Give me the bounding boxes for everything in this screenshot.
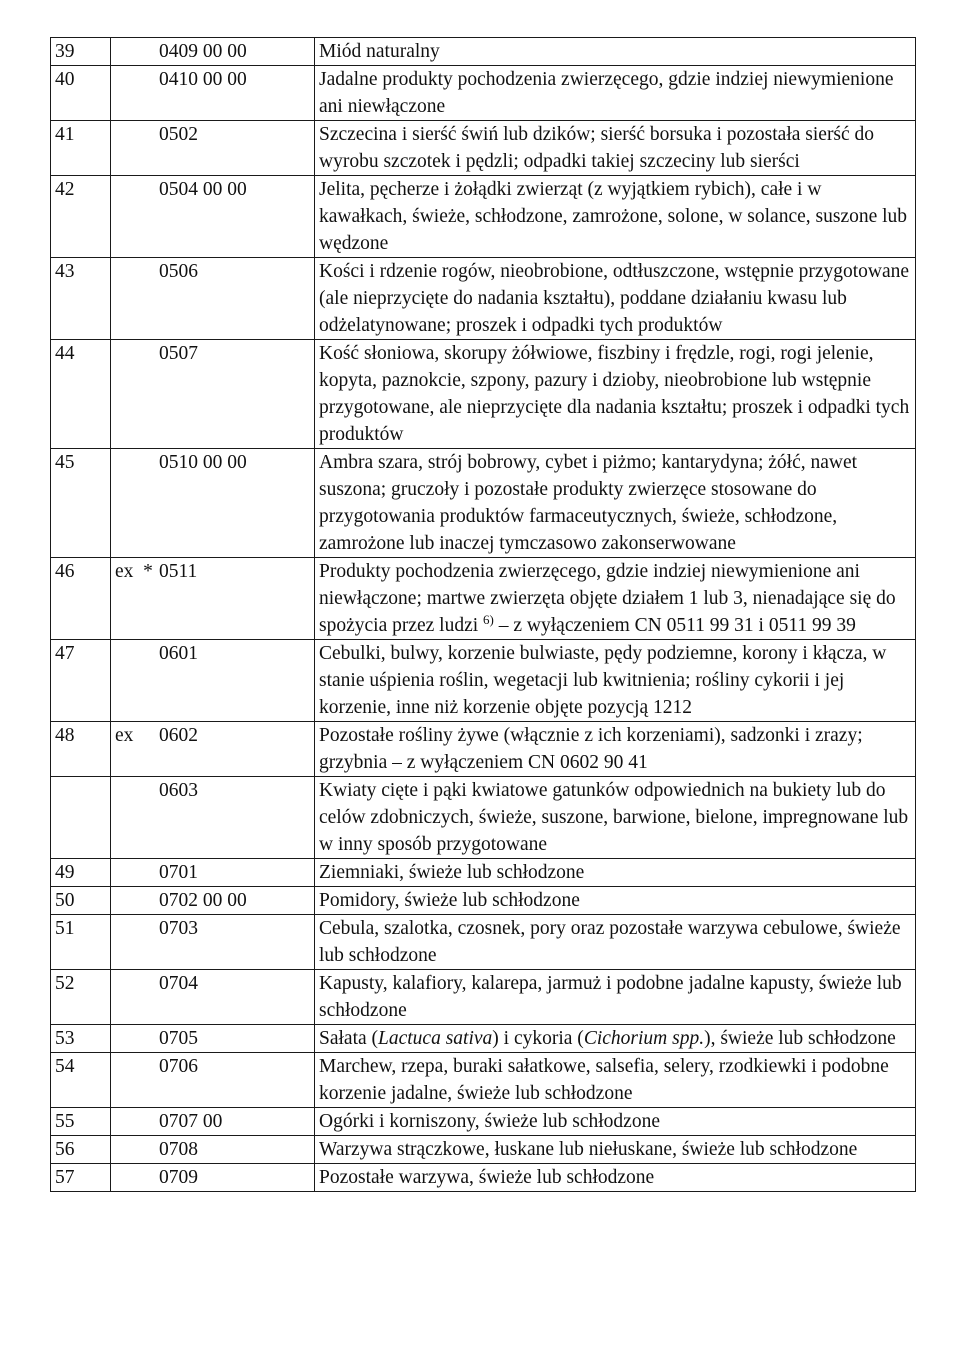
cn-code-cell xyxy=(111,1136,315,1164)
cn-code: 0706 xyxy=(159,1056,198,1077)
cn-code: 0701 xyxy=(159,862,198,883)
product-description: Kość słoniowa, skorupy żółwiowe, fiszbiny i frędzle, rogi, rogi jelenie, kopyta, paznokcie, szpony, pazury i dzioby, nieobrobione lub wstępnie przygotowane, ale nieprzycięte dla nadania kształtu; proszek i odpadki tych produktów xyxy=(315,340,916,449)
product-description: Kwiaty cięte i pąki kwiatowe gatunków odpowiednich na bukiety lub do celów zdobniczych, świeże, suszone, barwione, bielone, impregnowane lub w inny sposób przygotowane xyxy=(315,777,916,859)
product-description: Marchew, rzepa, buraki sałatkowe, salsefia, selery, rzodkiewki i podobne korzenie jadalne, świeże lub schłodzone xyxy=(315,1053,916,1108)
table-row xyxy=(51,777,916,859)
cn-code-cell xyxy=(111,1108,315,1136)
table-row xyxy=(51,176,916,258)
product-description: Warzywa strączkowe, łuskane lub niełuskane, świeże lub schłodzone xyxy=(315,1136,916,1164)
product-description: Kości i rdzenie rogów, nieobrobione, odtłuszczone, wstępnie przygotowane (ale nieprzycięte do nadania kształtu), poddane działaniu kwasu lub odżelatynowane; proszek i odpadki tych produktów xyxy=(315,258,916,340)
description-text: ), świeże lub schłodzone xyxy=(704,1028,896,1049)
table-row xyxy=(51,722,916,777)
product-code-table xyxy=(50,37,916,1192)
ex-marker: ex xyxy=(115,725,134,746)
latin-name-cichorium: Cichorium spp. xyxy=(583,1028,705,1049)
table-row xyxy=(51,340,916,449)
description-text: ) i cykoria ( xyxy=(492,1028,584,1049)
table-row xyxy=(51,970,916,1025)
row-number: 51 xyxy=(51,915,111,970)
product-description: Ziemniaki, świeże lub schłodzone xyxy=(315,859,916,887)
cn-code: 0602 xyxy=(159,725,198,746)
table-row xyxy=(51,859,916,887)
product-description: Jelita, pęcherze i żołądki zwierząt (z wyjątkiem rybich), całe i w kawałkach, świeże, schłodzone, zamrożone, solone, w solance, suszone lub wędzone xyxy=(315,176,916,258)
table-row xyxy=(51,121,916,176)
table-row xyxy=(51,887,916,915)
row-number: 48 xyxy=(51,722,111,777)
row-number: 52 xyxy=(51,970,111,1025)
cn-code-cell xyxy=(111,176,315,258)
description-exclusion-text: – z wyłączeniem CN 0511 99 31 i 0511 99 39 xyxy=(498,615,856,636)
row-number: 49 xyxy=(51,859,111,887)
row-number: 55 xyxy=(51,1108,111,1136)
cn-code-cell xyxy=(111,722,315,777)
cn-code-cell xyxy=(111,777,315,859)
cn-code-cell xyxy=(111,887,315,915)
product-description: Cebulki, bulwy, korzenie bulwiaste, pędy podziemne, korony i kłącza, w stanie uśpienia roślin, wegetacji lub kwitnienia; rośliny cykorii i jej korzenie, inne niż korzenie objęte pozycją 1212 xyxy=(315,640,916,722)
product-description xyxy=(315,1025,916,1053)
row-number xyxy=(51,777,111,859)
cn-code: 0507 xyxy=(159,343,198,364)
row-number: 53 xyxy=(51,1025,111,1053)
table-row xyxy=(51,449,916,558)
table-row xyxy=(51,640,916,722)
cn-code-cell xyxy=(111,258,315,340)
row-number: 43 xyxy=(51,258,111,340)
row-number: 57 xyxy=(51,1164,111,1192)
table-row xyxy=(51,1025,916,1053)
product-description: Ogórki i korniszony, świeże lub schłodzone xyxy=(315,1108,916,1136)
product-description: Pomidory, świeże lub schłodzone xyxy=(315,887,916,915)
description-text: Sałata ( xyxy=(319,1028,379,1049)
ex-marker: ex xyxy=(115,561,134,582)
cn-code-cell xyxy=(111,915,315,970)
cn-code-cell xyxy=(111,970,315,1025)
row-number: 41 xyxy=(51,121,111,176)
row-number: 47 xyxy=(51,640,111,722)
table-row xyxy=(51,66,916,121)
cn-code: 0703 xyxy=(159,918,198,939)
cn-code: 0511 xyxy=(159,561,198,582)
row-number: 42 xyxy=(51,176,111,258)
product-description: Cebula, szalotka, czosnek, pory oraz pozostałe warzywa cebulowe, świeże lub schłodzone xyxy=(315,915,916,970)
cn-code: 0504 00 00 xyxy=(159,179,247,200)
table-row xyxy=(51,1136,916,1164)
table-row xyxy=(51,38,916,66)
product-description: Szczecina i sierść świń lub dzików; sierść borsuka i pozostała sierść do wyrobu szczotek i pędzli; odpadki takiej szczeciny lub sierści xyxy=(315,121,916,176)
description-text: Produkty pochodzenia zwierzęcego, gdzie indziej niewymienione ani niewłączone; martwe zwierzęta objęte działem 1 lub 3, nienadające się do spożycia przez ludzi xyxy=(319,561,896,636)
row-number: 39 xyxy=(51,38,111,66)
row-number: 46 xyxy=(51,558,111,640)
row-number: 45 xyxy=(51,449,111,558)
product-description: Pozostałe warzywa, świeże lub schłodzone xyxy=(315,1164,916,1192)
cn-code: 0708 xyxy=(159,1139,198,1160)
cn-code: 0601 xyxy=(159,643,198,664)
row-number: 54 xyxy=(51,1053,111,1108)
product-description: Pozostałe rośliny żywe (włącznie z ich korzeniami), sadzonki i zrazy; grzybnia – z wyłączeniem CN 0602 90 41 xyxy=(315,722,916,777)
latin-name-lactuca: Lactuca sativa xyxy=(378,1028,493,1049)
cn-code-cell xyxy=(111,449,315,558)
product-description: Miód naturalny xyxy=(315,38,916,66)
cn-code: 0510 00 00 xyxy=(159,452,247,473)
product-description: Jadalne produkty pochodzenia zwierzęcego, gdzie indziej niewymienione ani niewłączone xyxy=(315,66,916,121)
cn-code-cell xyxy=(111,1164,315,1192)
table-row xyxy=(51,258,916,340)
cn-code-cell xyxy=(111,859,315,887)
cn-code: 0709 xyxy=(159,1167,198,1188)
cn-code-cell xyxy=(111,66,315,121)
cn-code-cell xyxy=(111,640,315,722)
product-description: Kapusty, kalafiory, kalarepa, jarmuż i podobne jadalne kapusty, świeże lub schłodzone xyxy=(315,970,916,1025)
row-number: 40 xyxy=(51,66,111,121)
cn-code-cell xyxy=(111,121,315,176)
table-row xyxy=(51,915,916,970)
cn-code: 0707 00 xyxy=(159,1111,223,1132)
document-page xyxy=(50,37,916,1192)
cn-code: 0410 00 00 xyxy=(159,69,247,90)
cn-code: 0702 00 00 xyxy=(159,890,247,911)
cn-code-cell xyxy=(111,340,315,449)
asterisk-marker: * xyxy=(143,561,153,582)
table-row xyxy=(51,1053,916,1108)
cn-code-cell xyxy=(111,1025,315,1053)
cn-code: 0705 xyxy=(159,1028,198,1049)
cn-code: 0603 xyxy=(159,780,198,801)
cn-code: 0704 xyxy=(159,973,198,994)
cn-code-cell xyxy=(111,38,315,66)
product-description xyxy=(315,558,916,640)
product-description: Ambra szara, strój bobrowy, cybet i piżmo; kantarydyna; żółć, nawet suszona; gruczoły i pozostałe produkty zwierzęce stosowane do przygotowania produktów farmaceutycznych, świeże, schłodzone, zamrożone lub inaczej tymczasowo zakonserwowane xyxy=(315,449,916,558)
row-number: 44 xyxy=(51,340,111,449)
cn-code-cell xyxy=(111,1053,315,1108)
row-number: 56 xyxy=(51,1136,111,1164)
row-number: 50 xyxy=(51,887,111,915)
table-row xyxy=(51,558,916,640)
cn-code-cell xyxy=(111,558,315,640)
cn-code: 0409 00 00 xyxy=(159,41,247,62)
table-row xyxy=(51,1108,916,1136)
cn-code: 0506 xyxy=(159,261,198,282)
table-row xyxy=(51,1164,916,1192)
footnote-ref: 6) xyxy=(483,612,494,627)
cn-code: 0502 xyxy=(159,124,198,145)
